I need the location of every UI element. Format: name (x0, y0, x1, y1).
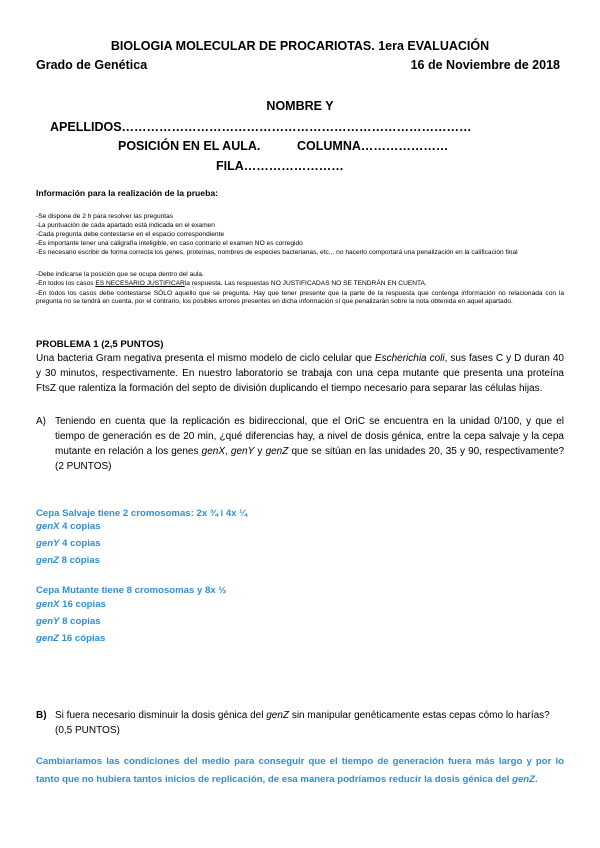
answer-b-text (36, 753, 564, 789)
question-a-label: A) (36, 416, 46, 427)
gene-name: genX (201, 446, 225, 457)
instruction-emphasis: ES NECESARIO JUSTIFICAR (95, 280, 185, 287)
question-text: , (225, 446, 228, 457)
problem-title: PROBLEMA 1 (2,5 PUNTOS) (36, 339, 164, 350)
instruction-item: -Cada pregunta debe contestarse en el espacio correspondiente (36, 231, 225, 238)
question-text: Si fuera necesario disminuir la dosis génica del (55, 710, 264, 721)
exam-title: BIOLOGIA MOLECULAR DE PROCARIOTAS. 1era EVALUACIÓN (110, 39, 490, 53)
gene-name: genZ (36, 555, 59, 566)
question-text: que se sitúan en las unidades 20, 35 y 90, respectivamente? (2 PUNTOS) (55, 446, 565, 472)
gene-name: genZ (36, 633, 59, 644)
position-label: POSICIÓN EN EL AULA. (118, 139, 261, 153)
surname-field: APELLIDOS………………………………………………………………………… (50, 120, 472, 134)
question-b-text (55, 708, 564, 738)
instruction-item: -Es importante tener una caligrafía inteligible, en caso contrario el examen NO es corregido (36, 240, 303, 247)
instruction-item (36, 280, 427, 288)
instruction-item: -Es necesario escribir de forma correcta los genes, proteínas, nombres de especies bacterianas, etc... no hacerlo comportará una penalización en la calificación final (36, 249, 518, 256)
instructions-heading: Información para la realización de la prueba: (36, 188, 218, 198)
instruction-item: -Se dispone de 2 h para resolver las preguntas (36, 213, 174, 220)
gene-name: genY (36, 616, 60, 627)
intro-text: Una bacteria Gram negativa presenta el mismo modelo de ciclo celular que (36, 353, 372, 364)
gene-name: genY (230, 446, 255, 457)
question-text: Teniendo en cuenta que la replicación es bidireccional, que el OriC se encuentra en la unidad 0/100, y que el tiempo de generación es de 20 min, ¿qué diferencias hay, a nivel de dosis génica, entre la cepa salvaje y la cepa mutante en relación a los genes (55, 416, 564, 457)
row-field: FILA…………………… (216, 159, 344, 173)
column-field: COLUMNA………………… (297, 139, 449, 153)
copy-count: 8 copias (62, 616, 101, 627)
instruction-item: -Debe indicarse la posición que se ocupa dentro del aula. (36, 271, 204, 278)
question-text: y (257, 446, 263, 457)
wild-strain-list (36, 518, 101, 569)
gene-name: genZ (265, 446, 289, 457)
gene-name: genZ (266, 710, 290, 721)
answer-text: Cambiaríamos las condiciones del medio para conseguir que el tiempo de generación fuera más largo y por lo tanto que no hubiera tantos inicios de replicación, de esa manera podríamos reducir la dosis génica del (36, 756, 564, 785)
species-name: Escherichia coli (374, 353, 445, 364)
copy-count: 4 copias (62, 538, 101, 549)
gene-copies-row (36, 552, 101, 569)
mutant-strain-list (36, 596, 106, 647)
gene-copies-row (36, 535, 101, 552)
instruction-text: -En todos los casos (36, 280, 94, 287)
copy-count: 4 copias (62, 521, 101, 532)
instruction-item: -La puntuación de cada apartado está indicada en el examen (36, 222, 215, 229)
copy-count: 16 copias (62, 599, 106, 610)
question-text: sin manipular genéticamente estas cepas cómo lo harías? (0,5 PUNTOS) (55, 710, 550, 736)
gene-name: genX (36, 521, 60, 532)
instruction-text: la respuesta. Las respuestas NO JUSTIFICADAS NO SE TENDRÁN EN CUENTA. (184, 280, 427, 287)
exam-date: 16 de Noviembre de 2018 (410, 58, 560, 72)
gene-copies-row (36, 518, 101, 535)
copy-count: 16 cópias (61, 633, 106, 644)
gene-name: genZ (512, 774, 536, 785)
gene-copies-row (36, 613, 106, 630)
problem-intro (36, 351, 564, 396)
gene-name: genX (36, 599, 60, 610)
name-label: NOMBRE Y (266, 99, 334, 113)
instruction-item: -En todos los casos debe contestarse SÓLO aquello que se pregunta. Hay que tener presente que la parte de la respuesta que contenga información no relacionada con la pregunta no se tendrá en cuenta, por el contrario, los posibles errores presentes en dicha información sí que penalizarán sobre la nota obtenida en aquel apartado. (36, 290, 564, 306)
degree-program: Grado de Genética (36, 58, 148, 72)
wild-strain-title: Cepa Salvaje tiene 2 cromosomas: 2x ¾ i 4x ¼ (36, 508, 248, 519)
answer-text: . (535, 774, 538, 785)
gene-copies-row (36, 630, 106, 647)
gene-copies-row (36, 596, 106, 613)
intro-text: , sus fases C y D duran 40 y 30 minutos, respectivamente. En nuestro laboratorio se trabaja con una cepa mutante que presenta una proteína FtsZ que ralentiza la formación del septo de división duplicando el tiempo necesario para separar las células hijas. (36, 353, 564, 394)
gene-name: genY (36, 538, 60, 549)
question-b-label: B) (36, 710, 47, 721)
copy-count: 8 cópias (61, 555, 100, 566)
mutant-strain-title: Cepa Mutante tiene 8 cromosomas y 8x ½ (36, 585, 227, 596)
question-a-text (55, 414, 564, 474)
